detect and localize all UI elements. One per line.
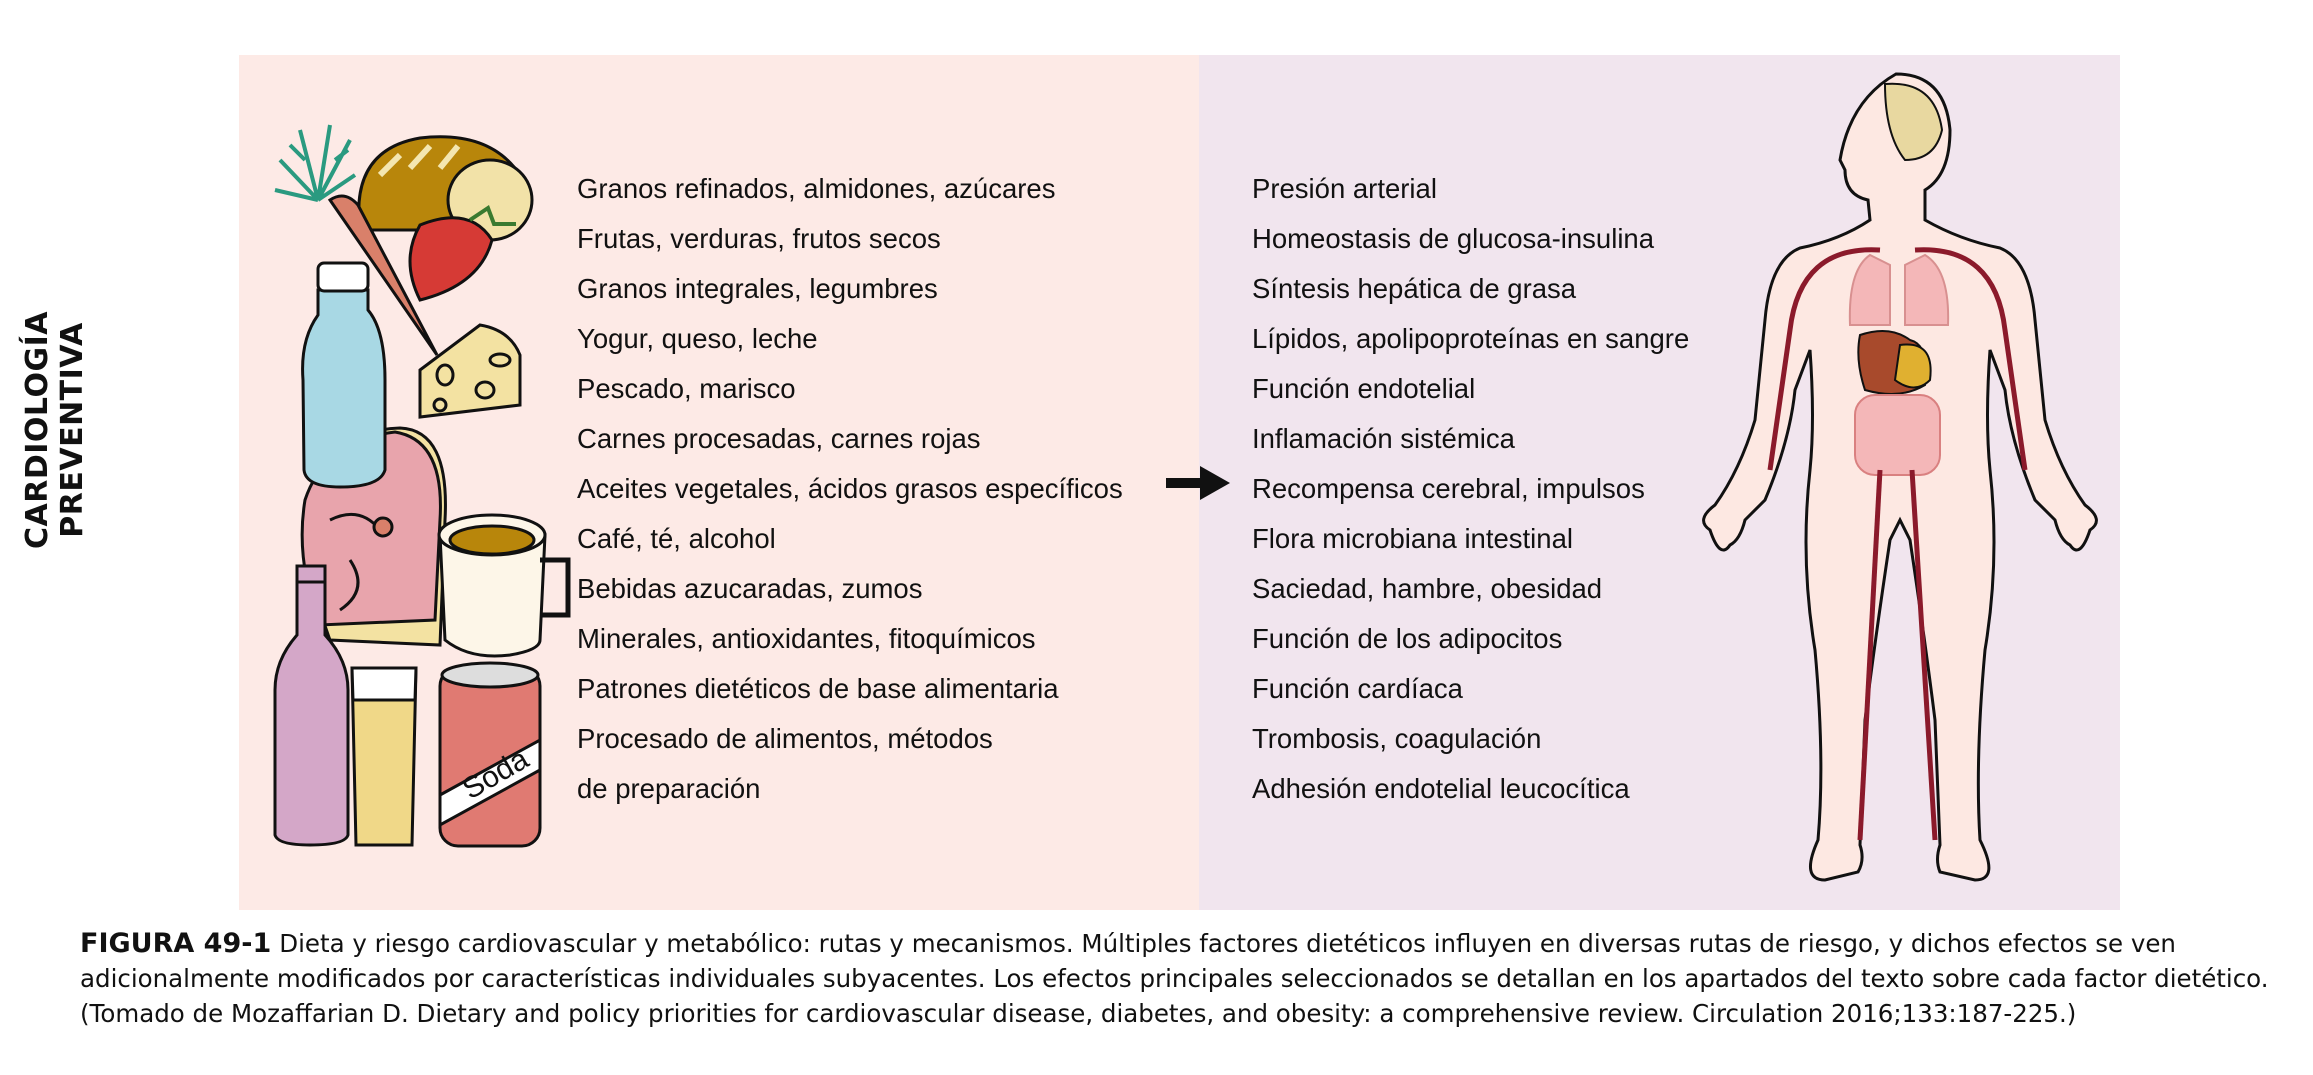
risk-pathway: Síntesis hepática de grasa	[1252, 273, 1577, 304]
soda-label: Soda	[457, 742, 535, 807]
risk-pathway: Adhesión endotelial leucocítica	[1252, 773, 1630, 804]
risk-pathway: Lípidos, apolipoproteínas en sangre	[1252, 323, 1690, 354]
dietary-factor: Carnes procesadas, carnes rojas	[577, 423, 981, 454]
human-body-icon	[1704, 74, 2097, 880]
dietary-factor: Frutas, verduras, frutos secos	[577, 223, 941, 254]
side-section-label: CARDIOLOGÍA PREVENTIVA	[20, 311, 90, 549]
risk-pathways-list	[1252, 164, 1689, 814]
dietary-factor: Café, té, alcohol	[577, 523, 776, 554]
risk-pathway: Función endotelial	[1252, 373, 1476, 404]
dietary-factor: Pescado, marisco	[577, 373, 796, 404]
risk-pathway: Trombosis, coagulación	[1252, 723, 1542, 754]
risk-pathway: Función de los adipocitos	[1252, 623, 1563, 654]
risk-pathway: Presión arterial	[1252, 173, 1437, 204]
risk-pathway: Inflamación sistémica	[1252, 423, 1515, 454]
dietary-factors-list	[577, 164, 1123, 814]
risk-pathway: Función cardíaca	[1252, 673, 1463, 704]
beer-glass-icon	[352, 668, 416, 845]
figure-caption	[80, 926, 2290, 1031]
dietary-factor: Minerales, antioxidantes, fitoquímicos	[577, 623, 1036, 654]
dietary-factor: Bebidas azucaradas, zumos	[577, 573, 923, 604]
dietary-factor: Procesado de alimentos, métodos	[577, 723, 993, 754]
risk-pathway: Recompensa cerebral, impulsos	[1252, 473, 1645, 504]
coffee-mug-icon	[439, 515, 568, 656]
water-bottle-icon	[303, 263, 385, 487]
dietary-factor: Granos integrales, legumbres	[577, 273, 938, 304]
risk-pathway: Saciedad, hambre, obesidad	[1252, 573, 1603, 604]
soda-can-icon	[440, 663, 540, 846]
dietary-factor: Granos refinados, almidones, azúcares	[577, 173, 1056, 204]
risk-pathway: Homeostasis de glucosa-insulina	[1252, 223, 1655, 254]
leafy-greens-icon	[275, 125, 355, 200]
arrow-right-icon	[1166, 466, 1230, 500]
dietary-factor: de preparación	[577, 773, 761, 804]
caption-text: Dieta y riesgo cardiovascular y metabólico: rutas y mecanismos. Múltiples factores dietéticos influyen en diversas rutas de riesgo, y dichos efectos se ven adicionalmente modificados por características individuales subyacentes. Los efectos principales seleccionados se detallan en los apartados del texto sobre cada factor dietético. (Tomado de Mozaffarian D. Dietary and policy priorities for cardiovascular disease, diabetes, and obesity: a comprehensive review. Circulation 2016;133:187-225.)	[80, 929, 2269, 1028]
cheese-icon	[420, 325, 520, 417]
figure-number: FIGURA 49-1	[80, 928, 272, 959]
risk-pathway: Flora microbiana intestinal	[1252, 523, 1573, 554]
dietary-factor: Aceites vegetales, ácidos grasos específicos	[577, 473, 1123, 504]
dietary-factor: Yogur, queso, leche	[577, 323, 818, 354]
dietary-factor: Patrones dietéticos de base alimentaria	[577, 673, 1059, 704]
